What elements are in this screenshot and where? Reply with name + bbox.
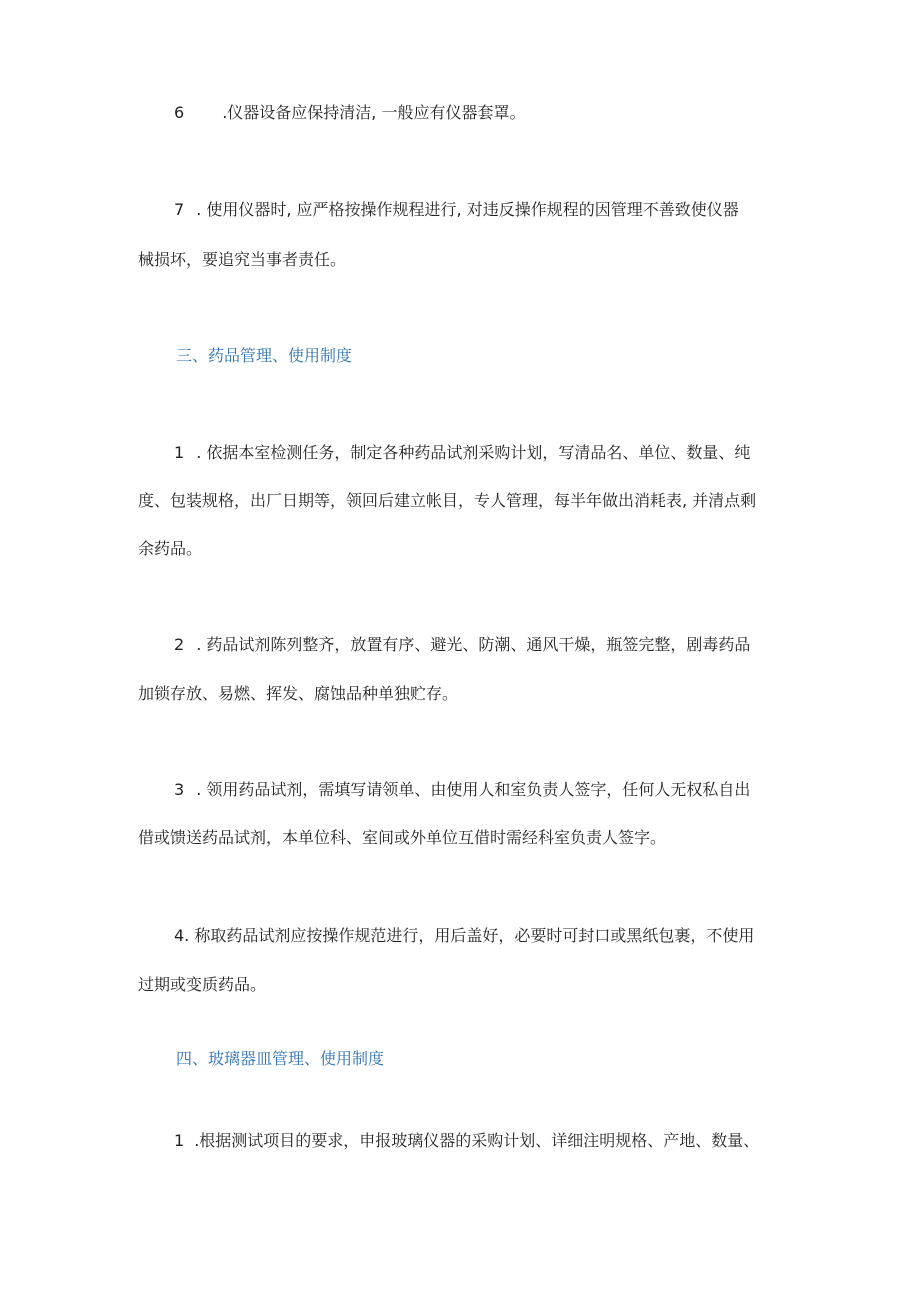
item-6-text: .仪器设备应保持清洁, 一般应有仪器套罩。 xyxy=(222,103,526,122)
s3-p3-text-1: . 领用药品试剂，需填写请领单、由使用人和室负责人签字，任何人无权私自出 xyxy=(196,780,751,799)
item-7-text-1: . 使用仪器时, 应严格按操作规程进行, 对违反操作规程的因管理不善致使仪器 xyxy=(196,200,739,219)
section-3-heading: 三、药品管理、使用制度 xyxy=(176,346,353,365)
s3-p1-line-2: 度、包装规格，出厂日期等，领回后建立帐目，专人管理，每半年做出消耗表, 并清点剩 xyxy=(138,491,757,510)
item-7-line-1 xyxy=(174,199,798,221)
s4-p1-line-1 xyxy=(174,1130,798,1152)
s3-p3-line-1 xyxy=(174,779,798,801)
item-6-line-1 xyxy=(174,102,798,124)
s3-p2-line-1 xyxy=(174,634,798,656)
item-7-number: 7 xyxy=(174,200,185,219)
s3-p4-line-2: 过期或变质药品。 xyxy=(138,975,267,994)
item-7-line-2: 械损坏，要追究当事者责任。 xyxy=(138,250,347,269)
s3-p4-line-1: 4. 称取药品试剂应按操作规范进行，用后盖好，必要时可封口或黑纸包裹，不使用 xyxy=(174,926,755,945)
s3-p1-text-1: . 依据本室检测任务，制定各种药品试剂采购计划，写清品名、单位、数量、纯 xyxy=(196,443,751,462)
s3-p2-line-2: 加锁存放、易燃、挥发、腐蚀品种单独贮存。 xyxy=(138,684,459,703)
s3-p2-text-1: . 药品试剂陈列整齐，放置有序、避光、防潮、通风干燥，瓶签完整，剧毒药品 xyxy=(196,635,751,654)
s3-p1-number: 1 xyxy=(174,443,185,462)
s3-p1-line-3: 余药品。 xyxy=(138,539,203,558)
item-6-number: 6 xyxy=(174,103,185,122)
s3-p2-number: 2 xyxy=(174,635,185,654)
s4-p1-text-1: .根据测试项目的要求，申报玻璃仪器的采购计划、详细注明规格、产地、数量、 xyxy=(194,1131,760,1150)
s3-p1-line-1 xyxy=(174,442,798,464)
s3-p3-line-2: 借或馈送药品试剂，本单位科、室间或外单位互借时需经科室负责人签字。 xyxy=(138,828,667,847)
section-4-heading: 四、玻璃器皿管理、使用制度 xyxy=(176,1049,385,1068)
s4-p1-number: 1 xyxy=(174,1131,185,1150)
s3-p3-number: 3 xyxy=(174,780,185,799)
